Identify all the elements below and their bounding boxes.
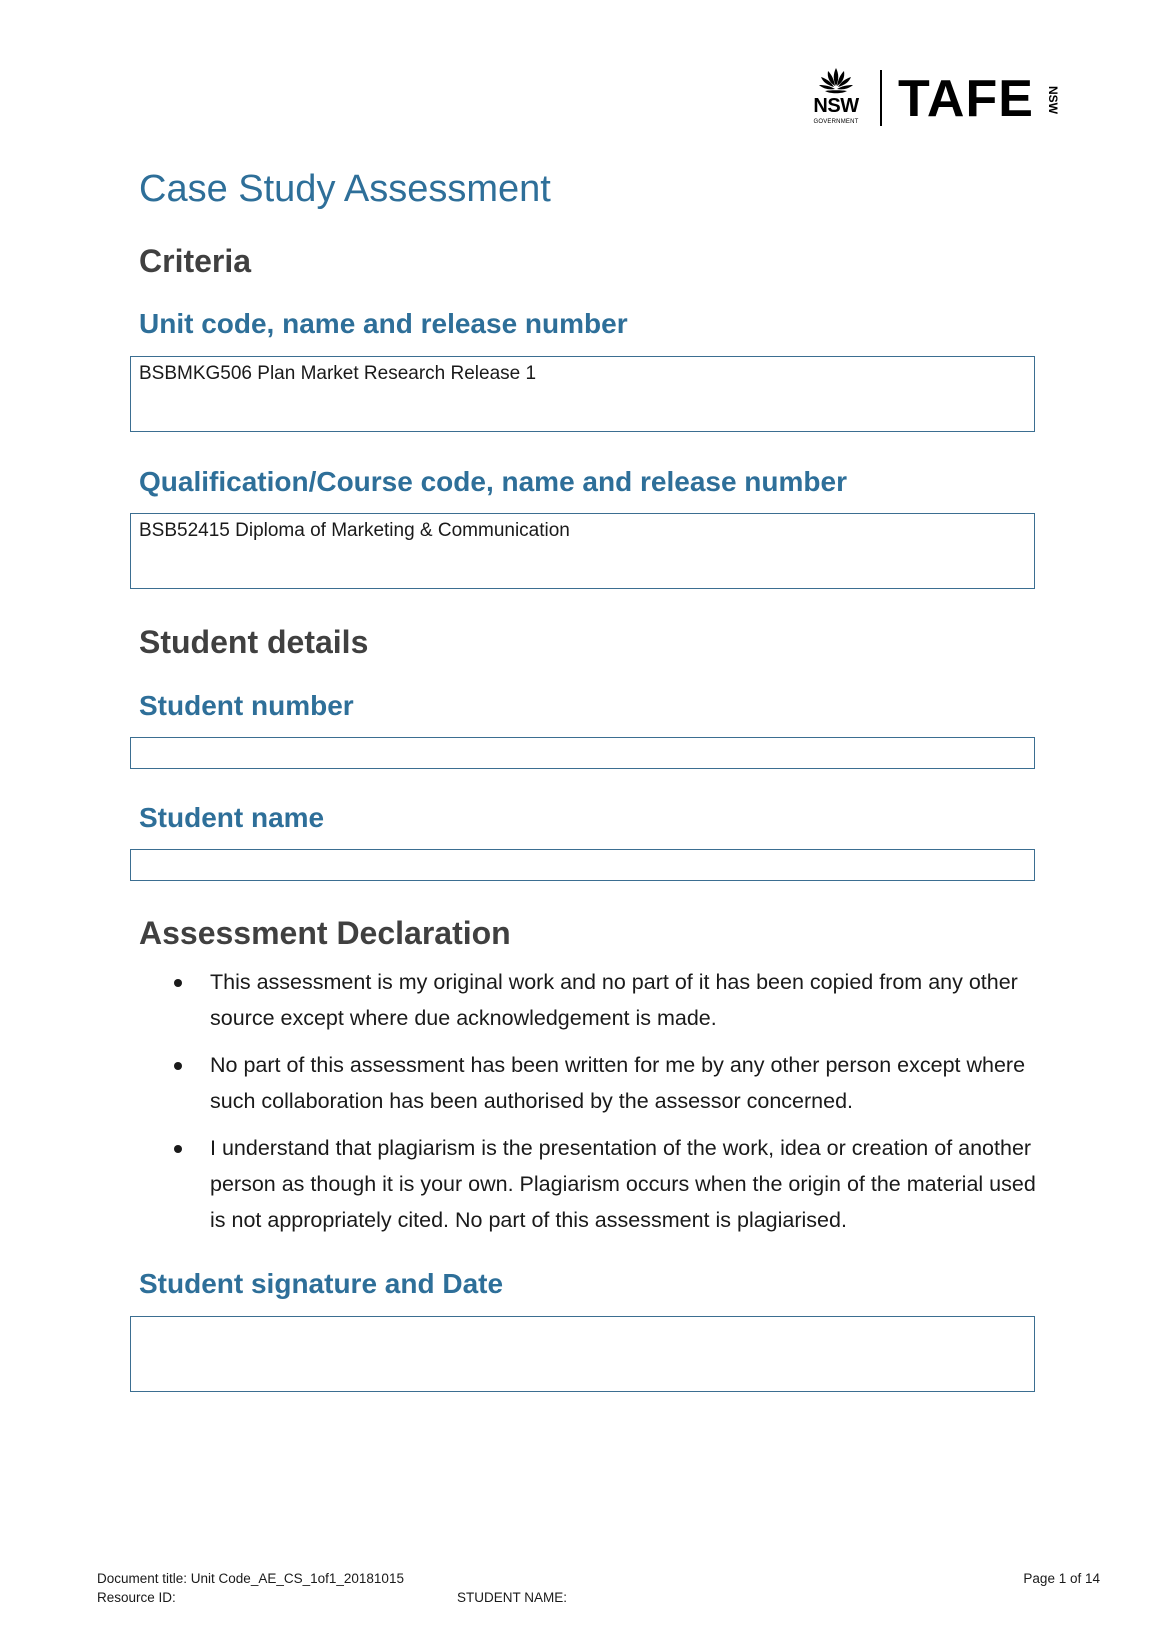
tafe-logo-text: TAFE [898,70,1034,128]
footer-student-name: STUDENT NAME: [457,1590,568,1605]
logo-divider [880,70,882,126]
bullet-icon [174,1062,182,1070]
student-name-field[interactable] [130,849,1035,881]
signature-field[interactable] [130,1316,1035,1392]
document-title: Case Study Assessment [139,168,551,210]
signature-heading: Student signature and Date [139,1268,504,1299]
list-item [160,1130,1040,1238]
list-item [160,1047,1040,1119]
unit-heading: Unit code, name and release number [139,308,628,339]
nsw-logo-text: NSW [813,95,859,117]
footer-document-title: Document title: Unit Code_AE_CS_1of1_20181015 [97,1571,404,1586]
bullet-icon [174,1145,182,1153]
declaration-text: This assessment is my original work and no part of it has been copied from any other source except where due acknowledgement is made. [210,970,1018,1030]
unit-field[interactable] [130,356,1035,432]
qualification-field[interactable] [130,513,1035,589]
criteria-heading: Criteria [139,243,252,279]
student-details-heading: Student details [139,624,369,660]
unit-field-value: BSBMKG506 Plan Market Research Release 1 [139,363,537,384]
waratah-icon [816,66,856,98]
student-number-field[interactable] [130,737,1035,769]
tafe-logo-subtext: NSW [1046,86,1060,114]
qualification-heading: Qualification/Course code, name and release number [139,466,847,497]
declaration-text: No part of this assessment has been written for me by any other person except where such collaboration has been authorised by the assessor concerned. [210,1053,1026,1113]
student-name-heading: Student name [139,802,325,833]
bullet-icon [174,979,182,987]
declaration-heading: Assessment Declaration [139,915,511,951]
list-item [160,964,1040,1036]
nsw-logo-subtext: GOVERNMENT [813,119,859,125]
footer-page-number: Page 1 of 14 [1023,1571,1100,1586]
logo-group [808,66,1063,130]
footer-resource-id: Resource ID: [97,1590,176,1605]
declaration-text: I understand that plagiarism is the presentation of the work, idea or creation of another person as though it is your own. Plagiarism occurs when the origin of the material used is not appropriately cited. No part of this assessment is plagiarised. [210,1136,1036,1232]
nsw-government-logo [808,66,864,130]
declaration-list [160,964,1040,1249]
qualification-field-value: BSB52415 Diploma of Marketing & Communication [139,520,570,541]
student-number-heading: Student number [139,690,354,721]
